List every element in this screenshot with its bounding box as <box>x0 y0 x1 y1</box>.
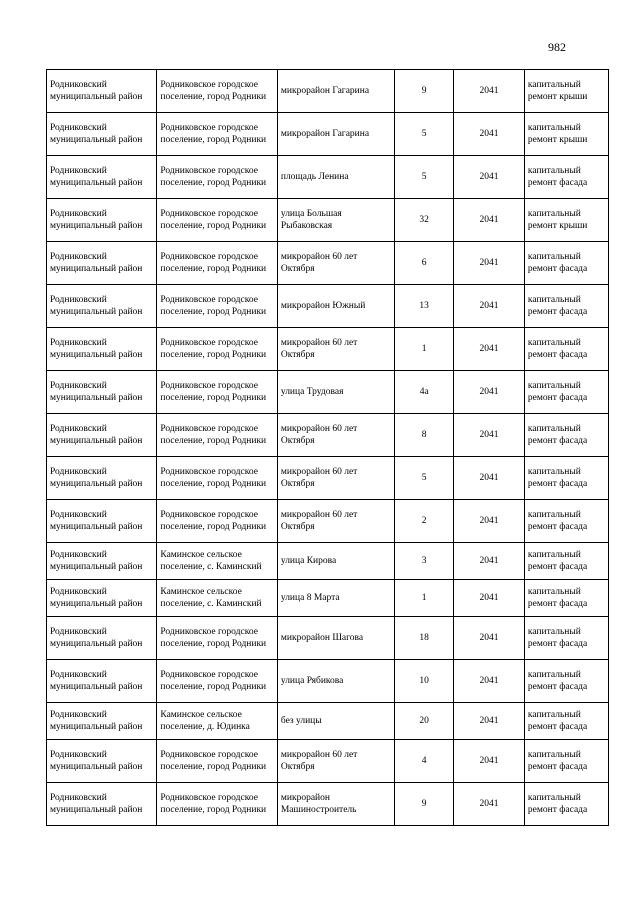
settlement-cell <box>157 500 278 543</box>
street-cell <box>277 328 394 371</box>
settlement-cell <box>157 113 278 156</box>
district-cell-text: Родниковский муниципальный район <box>50 627 143 649</box>
settlement-cell <box>157 156 278 199</box>
district-cell <box>47 242 157 285</box>
settlement-cell <box>157 199 278 242</box>
work-type-cell <box>524 242 608 285</box>
work-type-cell <box>524 199 608 242</box>
district-cell <box>47 740 157 783</box>
year-cell-text: 2041 <box>479 633 499 643</box>
work-type-cell-text: капитальный ремонт крыши <box>527 123 588 145</box>
table-row <box>47 740 609 783</box>
settlement-cell <box>157 242 278 285</box>
district-cell <box>47 156 157 199</box>
house-number-cell-text: 5 <box>421 129 427 139</box>
table-row <box>47 199 609 242</box>
house-number-cell <box>395 457 454 500</box>
work-type-cell-text: капитальный ремонт фасада <box>527 627 588 649</box>
settlement-cell-text: Родниковское городское поселение, город Родники <box>160 467 267 489</box>
district-cell <box>47 70 157 113</box>
work-type-cell <box>524 156 608 199</box>
house-number-cell <box>395 740 454 783</box>
work-type-cell <box>524 371 608 414</box>
work-type-cell <box>524 70 608 113</box>
year-cell <box>454 285 525 328</box>
work-type-cell-text: капитальный ремонт крыши <box>527 209 588 231</box>
street-cell-text: улица Большая Рыбаковская <box>280 209 342 231</box>
house-number-cell <box>395 113 454 156</box>
street-cell <box>277 156 394 199</box>
district-cell-text: Родниковский муниципальный район <box>50 467 143 489</box>
district-cell <box>47 617 157 660</box>
work-type-cell <box>524 740 608 783</box>
work-type-cell-text: капитальный ремонт фасада <box>527 793 588 815</box>
settlement-cell <box>157 783 278 826</box>
settlement-cell <box>157 285 278 328</box>
year-cell-text: 2041 <box>479 716 499 726</box>
work-type-cell-text: капитальный ремонт фасада <box>527 467 588 489</box>
work-type-cell-text: капитальный ремонт фасада <box>527 550 588 572</box>
street-cell-text: микрорайон 60 лет Октября <box>280 252 358 274</box>
district-cell <box>47 371 157 414</box>
work-type-cell-text: капитальный ремонт фасада <box>527 338 588 360</box>
settlement-cell-text: Родниковское городское поселение, город Родники <box>160 338 267 360</box>
house-number-cell-text: 9 <box>421 86 427 96</box>
settlement-cell <box>157 328 278 371</box>
year-cell <box>454 371 525 414</box>
district-cell-text: Родниковский муниципальный район <box>50 710 143 732</box>
district-cell <box>47 457 157 500</box>
work-type-cell <box>524 783 608 826</box>
settlement-cell-text: Каминское сельское поселение, д. Юдинка <box>160 710 250 732</box>
year-cell <box>454 660 525 703</box>
district-cell <box>47 543 157 580</box>
house-number-cell <box>395 156 454 199</box>
year-cell <box>454 740 525 783</box>
year-cell <box>454 199 525 242</box>
house-number-cell-text: 13 <box>419 301 429 311</box>
house-number-cell-text: 1 <box>421 344 427 354</box>
year-cell <box>454 70 525 113</box>
street-cell-text: микрорайон 60 лет Октября <box>280 750 358 772</box>
year-cell <box>454 156 525 199</box>
settlement-cell <box>157 414 278 457</box>
district-cell <box>47 285 157 328</box>
table-row <box>47 580 609 617</box>
year-cell-text: 2041 <box>479 799 499 809</box>
work-type-cell-text: капитальный ремонт фасада <box>527 381 588 403</box>
house-number-cell <box>395 580 454 617</box>
table-row <box>47 457 609 500</box>
settlement-cell-text: Родниковское городское поселение, город Родники <box>160 209 267 231</box>
house-number-cell <box>395 414 454 457</box>
district-cell <box>47 414 157 457</box>
house-number-cell-text: 1 <box>421 593 427 603</box>
settlement-cell-text: Родниковское городское поселение, город Родники <box>160 750 267 772</box>
repair-schedule-table <box>46 69 609 826</box>
house-number-cell-text: 20 <box>419 716 429 726</box>
table-row <box>47 113 609 156</box>
street-cell-text: микрорайон Южный <box>280 301 366 311</box>
settlement-cell <box>157 660 278 703</box>
street-cell <box>277 414 394 457</box>
year-cell-text: 2041 <box>479 593 499 603</box>
year-cell <box>454 580 525 617</box>
work-type-cell-text: капитальный ремонт фасада <box>527 710 588 732</box>
house-number-cell-text: 10 <box>419 676 429 686</box>
house-number-cell-text: 32 <box>419 215 429 225</box>
year-cell-text: 2041 <box>479 344 499 354</box>
street-cell-text: улица 8 Марта <box>280 593 340 603</box>
district-cell-text: Родниковский муниципальный район <box>50 793 143 815</box>
district-cell <box>47 660 157 703</box>
settlement-cell-text: Родниковское городское поселение, город Родники <box>160 123 267 145</box>
table-body <box>47 70 609 826</box>
settlement-cell-text: Родниковское городское поселение, город Родники <box>160 80 267 102</box>
street-cell-text: микрорайон 60 лет Октября <box>280 424 358 446</box>
district-cell <box>47 199 157 242</box>
page-number: 982 <box>548 40 566 54</box>
settlement-cell-text: Родниковское городское поселение, город Родники <box>160 793 267 815</box>
year-cell <box>454 414 525 457</box>
table-row <box>47 328 609 371</box>
settlement-cell-text: Родниковское городское поселение, город Родники <box>160 295 267 317</box>
settlement-cell <box>157 371 278 414</box>
house-number-cell-text: 8 <box>421 430 427 440</box>
year-cell-text: 2041 <box>479 473 499 483</box>
district-cell <box>47 580 157 617</box>
settlement-cell-text: Родниковское городское поселение, город Родники <box>160 381 267 403</box>
district-cell-text: Родниковский муниципальный район <box>50 510 143 532</box>
street-cell <box>277 457 394 500</box>
house-number-cell <box>395 783 454 826</box>
street-cell-text: улица Кирова <box>280 556 337 566</box>
year-cell <box>454 500 525 543</box>
year-cell <box>454 242 525 285</box>
street-cell <box>277 660 394 703</box>
settlement-cell-text: Родниковское городское поселение, город Родники <box>160 627 267 649</box>
house-number-cell <box>395 617 454 660</box>
street-cell-text: микрорайон 60 лет Октября <box>280 510 358 532</box>
year-cell-text: 2041 <box>479 756 499 766</box>
work-type-cell <box>524 703 608 740</box>
work-type-cell <box>524 328 608 371</box>
street-cell <box>277 113 394 156</box>
year-cell-text: 2041 <box>479 556 499 566</box>
table-row <box>47 703 609 740</box>
house-number-cell-text: 2 <box>421 516 427 526</box>
year-cell <box>454 543 525 580</box>
year-cell-text: 2041 <box>479 258 499 268</box>
table-row <box>47 70 609 113</box>
street-cell-text: микрорайон Шагова <box>280 633 364 643</box>
settlement-cell-text: Родниковское городское поселение, город Родники <box>160 424 267 446</box>
work-type-cell <box>524 660 608 703</box>
street-cell <box>277 199 394 242</box>
settlement-cell-text: Родниковское городское поселение, город Родники <box>160 670 267 692</box>
work-type-cell-text: капитальный ремонт фасада <box>527 587 588 609</box>
house-number-cell <box>395 703 454 740</box>
work-type-cell <box>524 113 608 156</box>
house-number-cell-text: 9 <box>421 799 427 809</box>
settlement-cell <box>157 543 278 580</box>
settlement-cell <box>157 703 278 740</box>
year-cell <box>454 328 525 371</box>
year-cell-text: 2041 <box>479 516 499 526</box>
district-cell <box>47 113 157 156</box>
house-number-cell <box>395 70 454 113</box>
street-cell <box>277 70 394 113</box>
settlement-cell <box>157 580 278 617</box>
district-cell <box>47 783 157 826</box>
work-type-cell <box>524 500 608 543</box>
house-number-cell <box>395 371 454 414</box>
work-type-cell-text: капитальный ремонт фасада <box>527 166 588 188</box>
house-number-cell <box>395 660 454 703</box>
house-number-cell-text: 5 <box>421 473 427 483</box>
table-row <box>47 500 609 543</box>
district-cell-text: Родниковский муниципальный район <box>50 750 143 772</box>
house-number-cell <box>395 500 454 543</box>
settlement-cell-text: Каминское сельское поселение, с. Каминский <box>160 550 262 572</box>
street-cell <box>277 242 394 285</box>
street-cell-text: улица Рябикова <box>280 676 344 686</box>
work-type-cell-text: капитальный ремонт фасада <box>527 424 588 446</box>
year-cell <box>454 113 525 156</box>
year-cell-text: 2041 <box>479 387 499 397</box>
table-row <box>47 660 609 703</box>
district-cell <box>47 703 157 740</box>
work-type-cell-text: капитальный ремонт фасада <box>527 252 588 274</box>
house-number-cell <box>395 242 454 285</box>
street-cell-text: микрорайон 60 лет Октября <box>280 338 358 360</box>
year-cell <box>454 617 525 660</box>
street-cell-text: микрорайон Машиностроитель <box>280 793 357 815</box>
table-row <box>47 543 609 580</box>
work-type-cell-text: капитальный ремонт фасада <box>527 295 588 317</box>
district-cell-text: Родниковский муниципальный район <box>50 80 143 102</box>
street-cell <box>277 285 394 328</box>
year-cell <box>454 457 525 500</box>
house-number-cell-text: 4а <box>419 387 429 397</box>
settlement-cell <box>157 70 278 113</box>
street-cell <box>277 703 394 740</box>
year-cell-text: 2041 <box>479 172 499 182</box>
house-number-cell <box>395 328 454 371</box>
district-cell-text: Родниковский муниципальный район <box>50 295 143 317</box>
settlement-cell-text: Родниковское городское поселение, город Родники <box>160 252 267 274</box>
house-number-cell-text: 5 <box>421 172 427 182</box>
table-row <box>47 617 609 660</box>
table-row <box>47 783 609 826</box>
work-type-cell <box>524 457 608 500</box>
house-number-cell <box>395 285 454 328</box>
street-cell <box>277 740 394 783</box>
district-cell <box>47 328 157 371</box>
street-cell-text: микрорайон 60 лет Октября <box>280 467 358 489</box>
district-cell-text: Родниковский муниципальный район <box>50 252 143 274</box>
house-number-cell-text: 18 <box>419 633 429 643</box>
table-row <box>47 242 609 285</box>
house-number-cell-text: 3 <box>421 556 427 566</box>
table-row <box>47 285 609 328</box>
street-cell <box>277 580 394 617</box>
district-cell-text: Родниковский муниципальный район <box>50 670 143 692</box>
year-cell-text: 2041 <box>479 430 499 440</box>
house-number-cell <box>395 199 454 242</box>
table-row <box>47 371 609 414</box>
district-cell-text: Родниковский муниципальный район <box>50 209 143 231</box>
work-type-cell <box>524 285 608 328</box>
table-row <box>47 414 609 457</box>
work-type-cell <box>524 414 608 457</box>
settlement-cell-text: Родниковское городское поселение, город Родники <box>160 166 267 188</box>
work-type-cell-text: капитальный ремонт фасада <box>527 510 588 532</box>
work-type-cell-text: капитальный ремонт фасада <box>527 670 588 692</box>
year-cell <box>454 703 525 740</box>
street-cell-text: улица Трудовая <box>280 387 344 397</box>
house-number-cell-text: 6 <box>421 258 427 268</box>
work-type-cell-text: капитальный ремонт фасада <box>527 750 588 772</box>
house-number-cell-text: 4 <box>421 756 427 766</box>
work-type-cell <box>524 617 608 660</box>
work-type-cell-text: капитальный ремонт крыши <box>527 80 588 102</box>
settlement-cell-text: Родниковское городское поселение, город Родники <box>160 510 267 532</box>
work-type-cell <box>524 580 608 617</box>
table-row <box>47 156 609 199</box>
year-cell-text: 2041 <box>479 215 499 225</box>
street-cell-text: площадь Ленина <box>280 172 349 182</box>
street-cell <box>277 783 394 826</box>
district-cell-text: Родниковский муниципальный район <box>50 550 143 572</box>
settlement-cell <box>157 617 278 660</box>
district-cell-text: Родниковский муниципальный район <box>50 123 143 145</box>
district-cell-text: Родниковский муниципальный район <box>50 424 143 446</box>
year-cell <box>454 783 525 826</box>
year-cell-text: 2041 <box>479 676 499 686</box>
district-cell-text: Родниковский муниципальный район <box>50 338 143 360</box>
district-cell-text: Родниковский муниципальный район <box>50 166 143 188</box>
house-number-cell <box>395 543 454 580</box>
settlement-cell <box>157 740 278 783</box>
district-cell <box>47 500 157 543</box>
settlement-cell-text: Каминское сельское поселение, с. Каминский <box>160 587 262 609</box>
year-cell-text: 2041 <box>479 301 499 311</box>
street-cell <box>277 500 394 543</box>
street-cell-text: микрорайон Гагарина <box>280 129 370 139</box>
street-cell <box>277 543 394 580</box>
year-cell-text: 2041 <box>479 129 499 139</box>
street-cell <box>277 371 394 414</box>
street-cell <box>277 617 394 660</box>
street-cell-text: микрорайон Гагарина <box>280 86 370 96</box>
district-cell-text: Родниковский муниципальный район <box>50 587 143 609</box>
work-type-cell <box>524 543 608 580</box>
year-cell-text: 2041 <box>479 86 499 96</box>
district-cell-text: Родниковский муниципальный район <box>50 381 143 403</box>
settlement-cell <box>157 457 278 500</box>
street-cell-text: без улицы <box>280 716 322 726</box>
